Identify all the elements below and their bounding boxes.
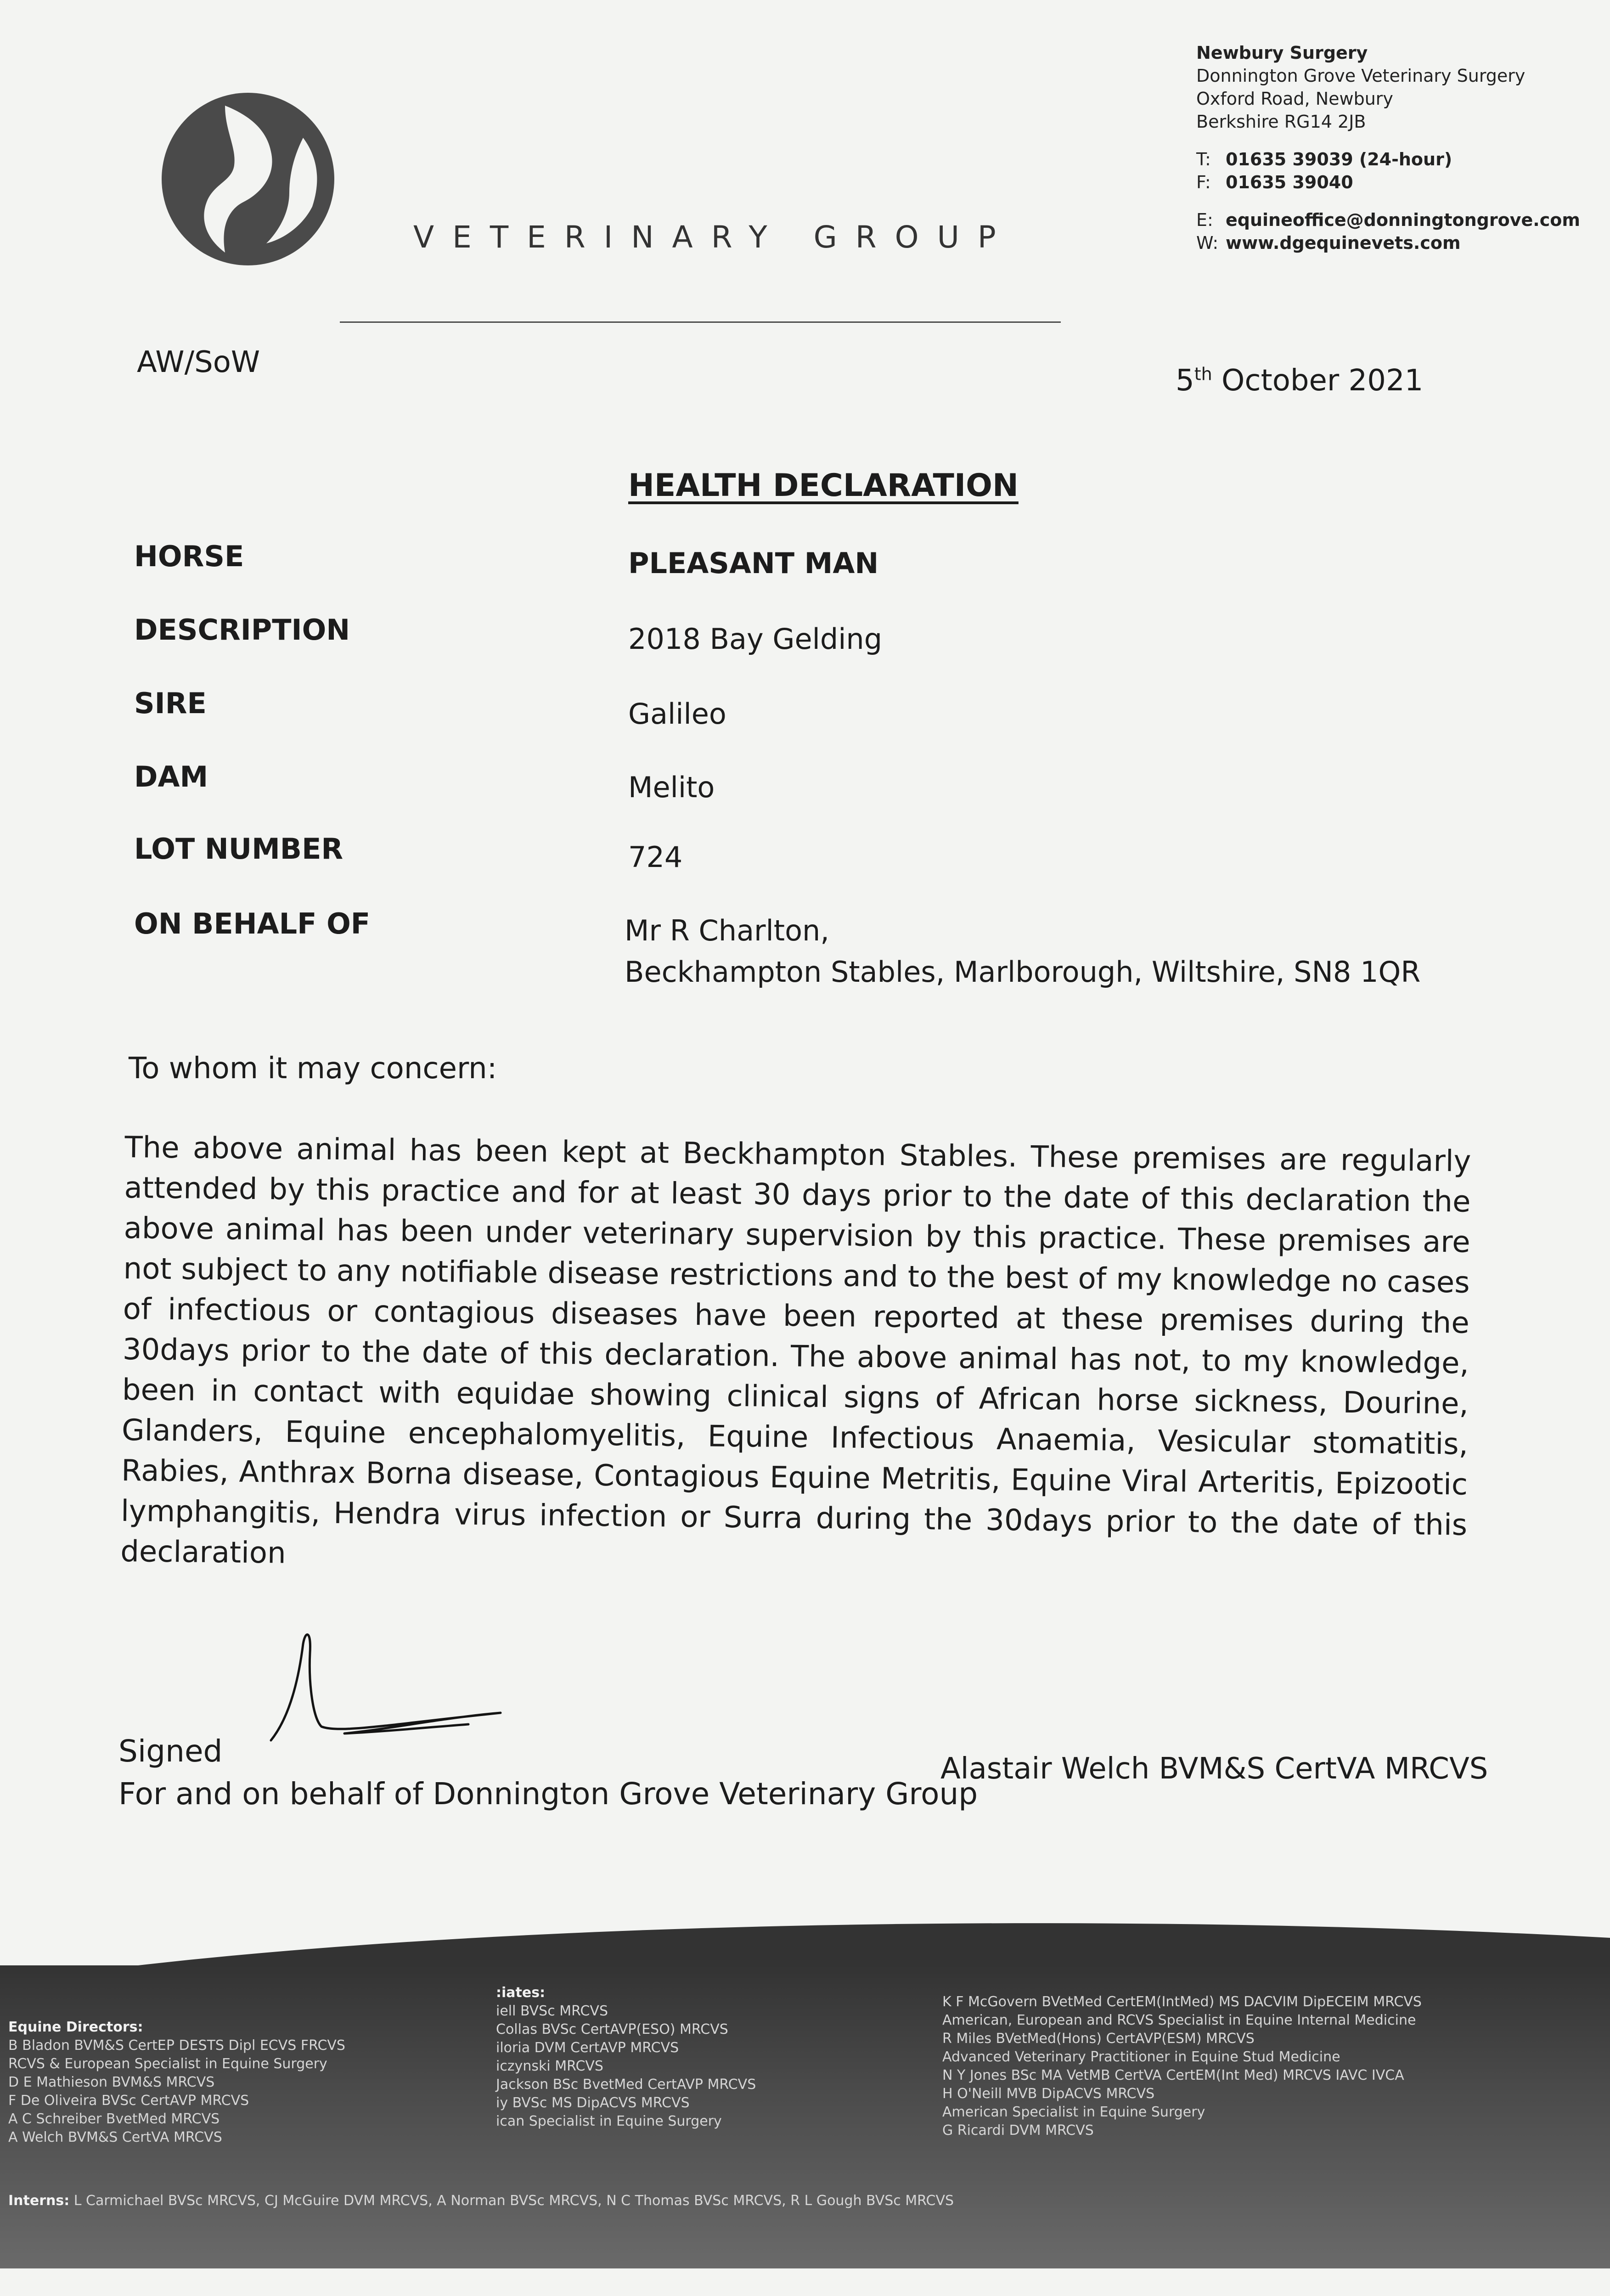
horse-head-logo (156, 87, 340, 271)
associate-entry: iczynski MRCVS (496, 2058, 603, 2074)
interns-list (8, 2193, 954, 2209)
director-entry: A Welch BVM&S CertVA MRCVS (8, 2129, 222, 2145)
field-value-dam: Melito (628, 771, 715, 804)
specialist-entry: American, European and RCVS Specialist in Equine Internal Medicine (942, 2012, 1416, 2028)
website: W: www.dgequinevets.com (1196, 233, 1461, 253)
field-value-on-behalf-of: Mr R Charlton, (625, 914, 830, 947)
field-value-horse: PLEASANT MAN (628, 546, 879, 580)
specialists-list (942, 1993, 1422, 2140)
directors-heading: Equine Directors: (8, 2019, 143, 2035)
field-label-description: DESCRIPTION (134, 613, 350, 647)
field-value-lot-number: 724 (628, 840, 683, 874)
director-entry: F De Oliveira BVSc CertAVP MRCVS (8, 2093, 249, 2109)
group-name: VETERINARY GROUP (413, 219, 1014, 255)
field-value-sire: Galileo (628, 697, 726, 731)
signer-name: Alastair Welch BVM&S CertVA MRCVS (940, 1752, 1488, 1786)
salutation: To whom it may concern: (129, 1052, 497, 1086)
address-line: Berkshire RG14 2JB (1196, 112, 1366, 132)
document-title: HEALTH DECLARATION (628, 467, 1019, 504)
director-entry: RCVS & European Specialist in Equine Surgery (8, 2056, 327, 2072)
director-entry: B Bladon BVM&S CertEP DESTS Dipl ECVS FRCVS (8, 2037, 345, 2054)
header-divider (340, 321, 1061, 323)
director-entry: A C Schreiber BvetMed MRCVS (8, 2111, 220, 2127)
field-label-lot-number: LOT NUMBER (134, 832, 343, 866)
surgery-name: Newbury Surgery (1196, 43, 1368, 63)
associates-heading: :iates: (496, 1985, 546, 2001)
associate-entry: iell BVSc MRCVS (496, 2003, 608, 2019)
telephone: T: 01635 39039 (24-hour) (1196, 149, 1452, 169)
specialist-entry: H O'Neill MVB DipACVS MRCVS (942, 2086, 1155, 2102)
reference: AW/SoW (137, 345, 260, 379)
address-line: Oxford Road, Newbury (1196, 89, 1393, 109)
handwritten-signature (253, 1626, 510, 1745)
associate-entry: Jackson BSc BvetMed CertAVP MRCVS (496, 2077, 756, 2093)
associate-entry: iy BVSc MS DipACVS MRCVS (496, 2095, 690, 2111)
field-value-on-behalf-of-address: Beckhampton Stables, Marlborough, Wiltshire, SN8 1QR (625, 955, 1421, 989)
specialist-entry: R Miles BVetMed(Hons) CertAVP(ESM) MRCVS (942, 2031, 1255, 2047)
specialist-entry: G Ricardi DVM MRCVS (942, 2122, 1094, 2138)
declaration-body: The above animal has been kept at Beckhampton Stables. These premises are regularly attended by this practice and for at least 30 days prior to the date of this declaration the above animal has been under veterinary supervision by this practice. These premises are not subject to any notifiable disease restrictions and to the best of my knowledge no cases of infectious or contagious diseases have been reported at these premises during the 30days prior to the date of this declaration. The above animal has not, to my knowledge, been in contact with equidae showing clinical signs of African horse sickness, Dourine, Glanders, Equine encephalomyelitis, Equine Infectious Anaemia, Vesicular stomatitis, Rabies, Anthrax Borna disease, Contagious Equine Metritis, Equine Viral Arteritis, Epizootic lymphangitis, Hendra virus infection or Surra during the 30days prior to the date of this declaration (120, 1130, 1471, 1570)
email: E: equineoffice@donningtongrove.com (1196, 210, 1580, 230)
on-behalf-statement: For and on behalf of Donnington Grove Veterinary Group (118, 1776, 978, 1812)
field-value-description: 2018 Bay Gelding (628, 622, 883, 656)
specialist-entry: N Y Jones BSc MA VetMB CertVA CertEM(Int Med) MRCVS IAVC IVCA (942, 2067, 1404, 2083)
field-label-horse: HORSE (134, 540, 244, 573)
address-line: Donnington Grove Veterinary Surgery (1196, 66, 1526, 86)
associate-entry: iloria DVM CertAVP MRCVS (496, 2040, 679, 2056)
page-bottom-margin (0, 2268, 1610, 2296)
field-label-on-behalf-of: ON BEHALF OF (134, 907, 371, 940)
letter-date: 5th October 2021 (1176, 364, 1424, 398)
practice-address (1196, 41, 1580, 254)
associate-entry: ican Specialist in Equine Surgery (496, 2113, 722, 2129)
interns-names: L Carmichael BVSc MRCVS, CJ McGuire DVM MRCVS, A Norman BVSc MRCVS, N C Thomas BVSc MRCVS, R L Gough BVSc MRCVS (69, 2193, 954, 2209)
director-entry: D E Mathieson BVM&S MRCVS (8, 2074, 215, 2090)
specialist-entry: American Specialist in Equine Surgery (942, 2104, 1205, 2120)
associates-list (496, 1984, 756, 2131)
signed-label: Signed (118, 1733, 223, 1769)
equine-directors-list (8, 2018, 345, 2147)
associate-entry: Collas BVSc CertAVP(ESO) MRCVS (496, 2021, 728, 2037)
interns-heading: Interns: (8, 2193, 70, 2209)
specialist-entry: Advanced Veterinary Practitioner in Equine Stud Medicine (942, 2049, 1340, 2065)
field-label-dam: DAM (134, 760, 208, 793)
field-label-sire: SIRE (134, 687, 207, 720)
specialist-entry: K F McGovern BVetMed CertEM(IntMed) MS DACVIM DipECEIM MRCVS (942, 1994, 1422, 2010)
fax: F: 01635 39040 (1196, 172, 1353, 192)
